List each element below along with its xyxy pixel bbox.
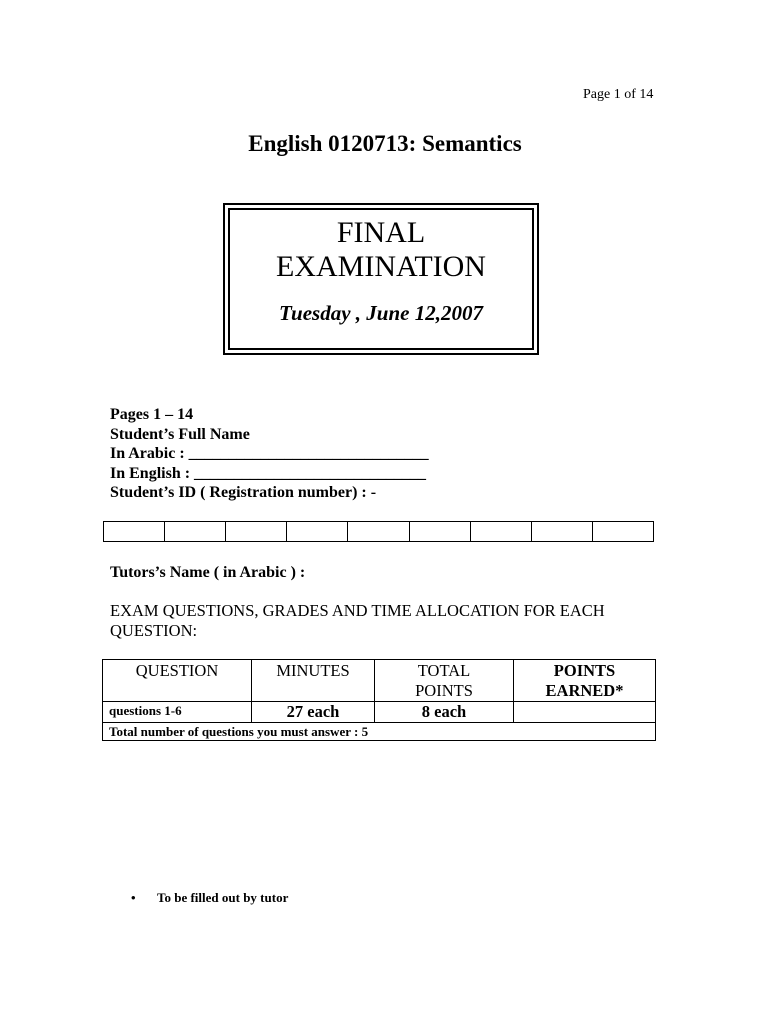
- footnote: [131, 890, 288, 906]
- id-digit-cell[interactable]: [409, 522, 470, 542]
- id-digit-cell[interactable]: [104, 522, 165, 542]
- student-id-row: [104, 522, 654, 542]
- bullet-icon: •: [131, 890, 136, 905]
- cell-points: 8 each: [375, 702, 514, 723]
- pages-range: Pages 1 – 14: [110, 406, 194, 423]
- page-number: Page 1 of 14: [583, 87, 654, 102]
- exam-title-box-inner: [228, 208, 534, 350]
- total-questions-note: Total number of questions you must answer : 5: [103, 723, 656, 741]
- id-digit-cell[interactable]: [531, 522, 592, 542]
- english-name-field[interactable]: In English : _____________________________: [110, 464, 427, 482]
- header-question: QUESTION: [103, 660, 252, 702]
- exam-title-box: [223, 203, 539, 355]
- grade-table-header-row: [103, 660, 656, 702]
- grade-allocation-table: [102, 659, 656, 741]
- arabic-name-field[interactable]: In Arabic : ______________________________: [110, 445, 429, 462]
- tutor-name-label: Tutors’s Name ( in Arabic ) :: [110, 564, 306, 581]
- cell-points-earned[interactable]: [514, 702, 656, 723]
- cell-minutes: 27 each: [252, 702, 375, 723]
- header-total-points: TOTAL POINTS: [375, 660, 514, 702]
- full-name-label: Student’s Full Name: [110, 425, 250, 443]
- id-digit-cell[interactable]: [348, 522, 409, 542]
- header-points-earned: POINTS EARNED*: [514, 660, 656, 702]
- grade-table-row: [103, 702, 656, 723]
- id-digit-cell[interactable]: [165, 522, 226, 542]
- course-title: English 0120713: Semantics: [248, 131, 522, 156]
- header-minutes: MINUTES: [252, 660, 375, 702]
- exam-heading-line1: FINAL: [336, 216, 426, 249]
- id-digit-cell[interactable]: [287, 522, 348, 542]
- student-info-block: [110, 405, 429, 503]
- grade-table-total-row: [103, 723, 656, 741]
- footnote-text: To be filled out by tutor: [157, 890, 289, 905]
- allocation-heading: EXAM QUESTIONS, GRADES AND TIME ALLOCATION FOR EACH QUESTION:: [110, 601, 605, 640]
- student-id-grid: [103, 521, 654, 542]
- cell-questions: questions 1-6: [103, 702, 252, 723]
- id-digit-cell[interactable]: [592, 522, 653, 542]
- id-digit-cell[interactable]: [226, 522, 287, 542]
- exam-date: Tuesday , June 12,2007: [279, 301, 483, 325]
- exam-heading: [230, 216, 532, 284]
- exam-heading-line2: EXAMINATION: [276, 250, 486, 283]
- student-id-label: Student’s ID ( Registration number) : -: [110, 484, 377, 501]
- id-digit-cell[interactable]: [470, 522, 531, 542]
